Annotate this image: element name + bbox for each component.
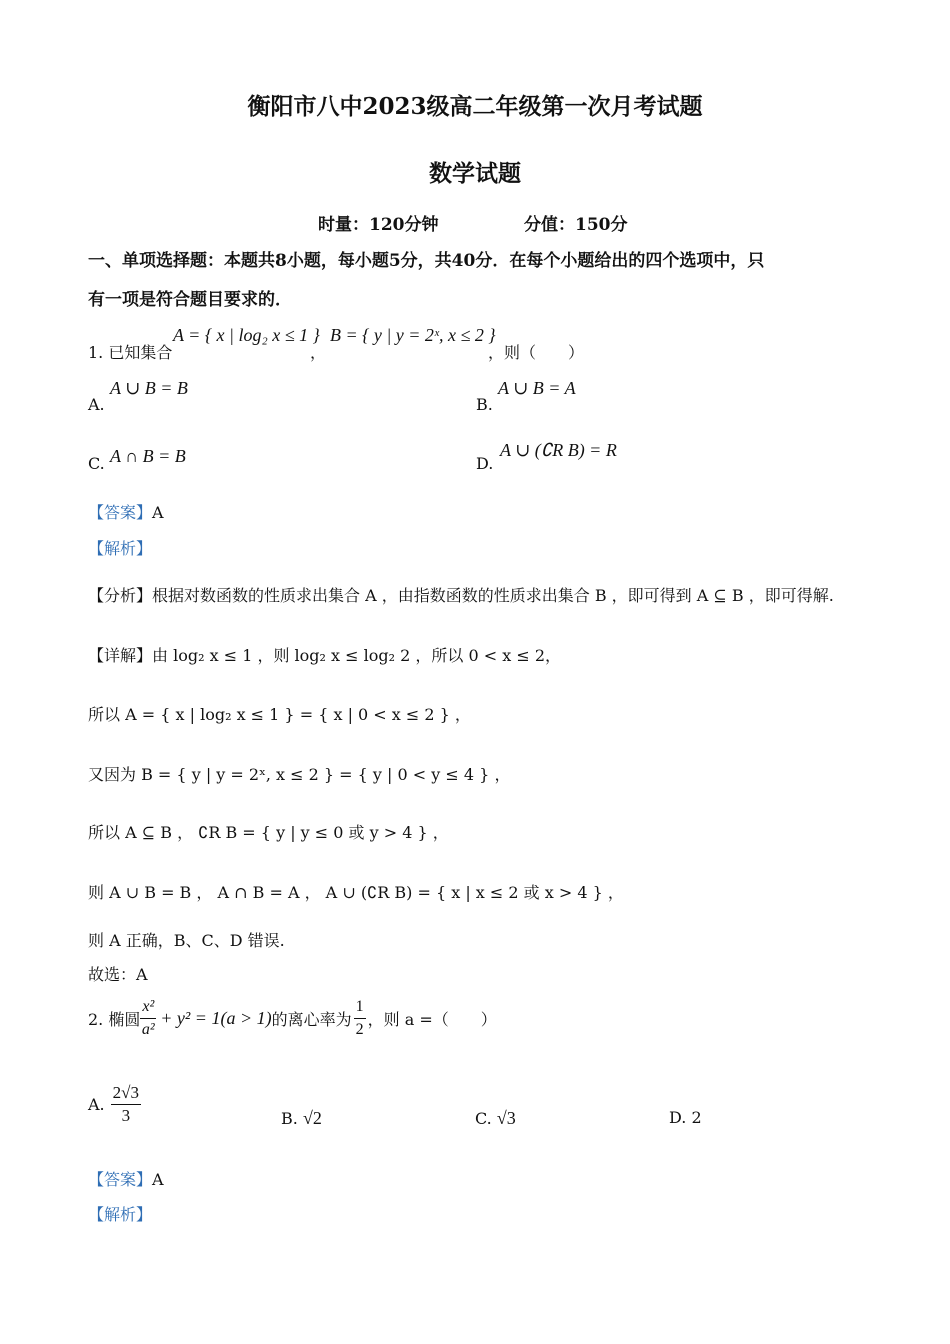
q1-detail-line1 bbox=[88, 643, 561, 666]
q2-option-d-text: 2 bbox=[691, 1108, 702, 1127]
q1-choose: 故选：A bbox=[88, 965, 148, 984]
analysis-tag: 【解析】 bbox=[88, 539, 153, 558]
q1-set-b: B = { y | y = 2ˣ, x ≤ 2 } bbox=[330, 325, 496, 345]
q1-suffix: ，则（ ） bbox=[488, 343, 585, 362]
q2-option-b-label: B. bbox=[281, 1109, 298, 1128]
q2-answer-line bbox=[88, 1167, 164, 1190]
q2-half-den: 2 bbox=[355, 1021, 364, 1038]
q1-detail-line2: 所以 A = { x | log₂ x ≤ 1 } = { x | 0 < x ≤ 2 } ， bbox=[88, 705, 471, 724]
q2-stem bbox=[88, 996, 497, 1041]
q2-half-fraction bbox=[354, 996, 366, 1041]
q2-prefix: 2. 椭圆 bbox=[88, 1010, 141, 1029]
q2-option-c bbox=[475, 1108, 516, 1129]
q2-option-a-den: 3 bbox=[121, 1106, 131, 1125]
q2-ellipse-fraction bbox=[140, 996, 156, 1041]
q2-option-a bbox=[88, 1082, 141, 1127]
q1-option-d-label: D. bbox=[476, 454, 494, 473]
q1-option-b-label: B. bbox=[476, 395, 493, 414]
score-label: 分值：150分 bbox=[524, 215, 628, 235]
q2-option-c-text: √3 bbox=[496, 1108, 516, 1128]
q2-answer-tag: 【答案】 bbox=[88, 1170, 153, 1189]
detail-tag: 【详解】 bbox=[88, 646, 153, 665]
q1-option-c-label: C. bbox=[88, 454, 105, 473]
q2-suffix: ，则 a =（ ） bbox=[367, 1010, 497, 1029]
q2-option-b-text: √2 bbox=[302, 1108, 322, 1128]
q2-option-c-label: C. bbox=[475, 1109, 492, 1128]
exam-title: 衡阳市八中2023级高二年级第一次月考试题 bbox=[247, 93, 703, 120]
q2-answer-value: A bbox=[152, 1170, 164, 1189]
q2-option-a-fraction bbox=[111, 1082, 141, 1127]
q1-detail-line6: 则 A 正确，B、C、D 错误. bbox=[88, 931, 285, 950]
detail-line1-text: 由 log₂ x ≤ 1 ，则 log₂ x ≤ log₂ 2 ，所以 0 < x ≤ 2， bbox=[152, 646, 562, 665]
q1-option-d-text: A ∪ (∁R B) = R bbox=[500, 440, 617, 460]
fenxi-text: 根据对数函数的性质求出集合 A ，由指数函数的性质求出集合 B ，即可得到 A ⊆ B ，即可得解. bbox=[152, 586, 834, 605]
q1-option-c-text: A ∩ B = B bbox=[110, 446, 186, 466]
q1-answer-line bbox=[88, 500, 164, 523]
q2-eq-num: x² bbox=[140, 996, 156, 1019]
q1-option-b-text: A ∪ B = A bbox=[498, 378, 576, 398]
answer-tag: 【答案】 bbox=[88, 503, 153, 522]
q2-option-b bbox=[281, 1108, 322, 1129]
section-heading-line1: 一、单项选择题：本题共8小题，每小题5分，共40分．在每个小题给出的四个选项中，只 bbox=[88, 251, 765, 271]
answer-value: A bbox=[152, 503, 164, 522]
q2-eq-den: a² bbox=[141, 1021, 155, 1038]
time-label: 时量：120分钟 bbox=[318, 215, 439, 235]
q1-detail-line4: 所以 A ⊆ B ， ∁R B = { y | y ≤ 0 或 y > 4 } ， bbox=[88, 823, 449, 842]
q2-half-num: 1 bbox=[354, 996, 366, 1019]
q1-option-a-label: A. bbox=[88, 395, 105, 414]
q1-fenxi bbox=[88, 583, 834, 606]
q1-prefix: 1. 已知集合 bbox=[88, 343, 173, 362]
fenxi-tag: 【分析】 bbox=[88, 586, 153, 605]
q1-comma: ， bbox=[310, 343, 327, 362]
q2-option-d bbox=[669, 1108, 702, 1127]
q2-eq-rest: + y² = 1(a > 1) bbox=[160, 1008, 272, 1028]
q1-option-a-text: A ∪ B = B bbox=[110, 378, 188, 398]
q2-option-a-label: A. bbox=[88, 1095, 105, 1114]
q1-detail-line3: 又因为 B = { y | y = 2ˣ, x ≤ 2 } = { y | 0 < y ≤ 4 } ， bbox=[88, 765, 511, 784]
q2-option-d-label: D. bbox=[669, 1108, 687, 1127]
subject-title: 数学试题 bbox=[429, 160, 521, 187]
q2-option-a-num: 2√3 bbox=[111, 1082, 141, 1105]
section-heading-line2: 有一项是符合题目要求的． bbox=[88, 290, 292, 310]
q1-set-a: A = { x | log₂ x ≤ 1 } bbox=[173, 325, 320, 345]
q2-mid: 的离心率为 bbox=[271, 1010, 352, 1029]
q1-detail-line5: 则 A ∪ B = B ， A ∩ B = A ， A ∪ (∁R B) = { x | x ≤ 2 或 x > 4 } ， bbox=[88, 883, 624, 902]
q2-analysis-tag: 【解析】 bbox=[88, 1205, 153, 1224]
